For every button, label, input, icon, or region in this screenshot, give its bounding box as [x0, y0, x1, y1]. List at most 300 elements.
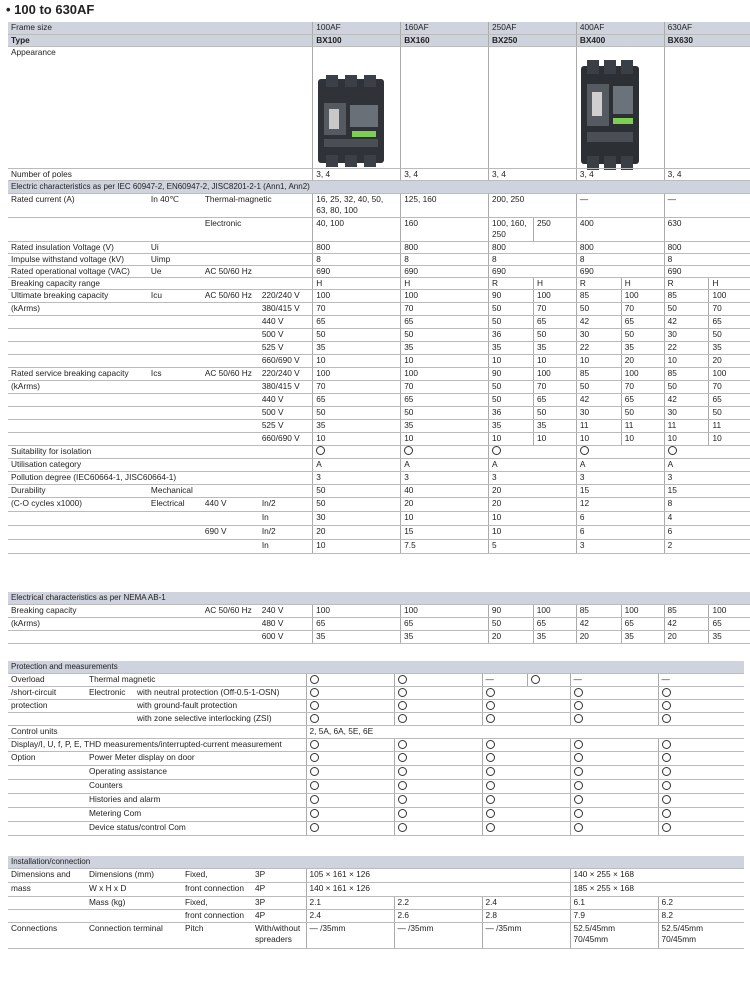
- table-cell: Breaking capacity: [8, 605, 148, 618]
- table-cell: Icu: [148, 289, 202, 302]
- table-cell: [202, 341, 259, 354]
- table-cell: 2.8: [482, 910, 570, 923]
- table-cell: 100: [401, 289, 489, 302]
- table-cell: Fixed,: [182, 897, 252, 910]
- table-cell: [8, 393, 148, 406]
- table-cell: [8, 341, 148, 354]
- table-cell: 35: [533, 341, 576, 354]
- table-cell: front connection: [182, 910, 252, 923]
- table-cell: 100: [709, 367, 750, 380]
- table-cell: [8, 808, 86, 822]
- table-cell: 10: [488, 525, 576, 539]
- table-cell: 85: [576, 605, 621, 618]
- table-cell: 42: [576, 315, 621, 328]
- table-cell: 65: [313, 393, 401, 406]
- table-cell: 30: [576, 328, 621, 341]
- table-cell: [202, 406, 259, 419]
- table-cell: [658, 713, 744, 726]
- table-cell: 50: [401, 406, 489, 419]
- circle-icon: [574, 740, 583, 749]
- table-cell: [482, 822, 570, 836]
- circle-icon: [310, 823, 319, 832]
- table-cell: 50: [576, 380, 621, 393]
- table-cell: 525 V: [259, 419, 313, 432]
- table-cell: 10: [533, 432, 576, 445]
- table-cell: Dimensions (mm): [86, 869, 182, 883]
- circle-icon: [316, 446, 325, 455]
- table-cell: 90: [488, 367, 533, 380]
- table-cell: [394, 674, 482, 687]
- table-cell: 4P: [252, 910, 306, 923]
- table-cell: [482, 794, 570, 808]
- table-cell: [148, 328, 202, 341]
- dims-3p-row: [8, 869, 744, 883]
- table-cell: 2.1: [306, 897, 394, 910]
- table-cell: Connections: [8, 923, 86, 949]
- table-cell: 480 V: [259, 618, 313, 631]
- table-cell: 65: [533, 393, 576, 406]
- table-cell: 65: [533, 315, 576, 328]
- circle-icon: [486, 753, 495, 762]
- table-cell: [658, 822, 744, 836]
- table-cell: 36: [488, 328, 533, 341]
- table-cell: [394, 780, 482, 794]
- table-cell: 70: [401, 302, 489, 315]
- circle-icon: [486, 688, 495, 697]
- table-cell: Electrical: [148, 497, 202, 511]
- circle-icon: [404, 446, 413, 455]
- table-cell: /short-circuit: [8, 687, 86, 700]
- prot-gf-row: [8, 700, 744, 713]
- table-cell: [148, 631, 202, 644]
- isolation-row: [8, 445, 750, 458]
- table-cell: [202, 393, 259, 406]
- table-cell: 6: [664, 525, 750, 539]
- table-cell: [202, 328, 259, 341]
- table-cell: 52.5/45mm 70/45mm: [570, 923, 658, 949]
- circle-icon: [662, 795, 671, 804]
- table-cell: 12: [576, 497, 664, 511]
- rated-current-electronic-row: [8, 217, 750, 241]
- table-cell: 20: [488, 497, 576, 511]
- table-cell: 220/240 V: [259, 289, 313, 302]
- table-cell: (kArms): [8, 302, 148, 315]
- table-cell: 100: [709, 605, 750, 618]
- circle-icon: [398, 740, 407, 749]
- table-cell: [202, 511, 259, 525]
- rated-current-thermal-row: [8, 193, 750, 217]
- circle-icon: [310, 781, 319, 790]
- ics-row: [8, 419, 750, 432]
- mass-4p-row: [8, 910, 744, 923]
- type-bx100: BX100: [313, 34, 401, 46]
- type-label: Type: [8, 34, 313, 46]
- nema-row: [8, 631, 750, 644]
- table-cell: 690: [488, 265, 576, 277]
- table-cell: Overload: [8, 674, 86, 687]
- table-cell: [148, 302, 202, 315]
- circle-icon: [310, 701, 319, 710]
- circle-icon: [662, 714, 671, 723]
- table-cell: 185 × 255 × 168: [570, 883, 744, 897]
- table-cell: 85: [664, 289, 709, 302]
- table-cell: [482, 752, 570, 766]
- table-cell: 70: [533, 302, 576, 315]
- circle-icon: [398, 701, 407, 710]
- table-cell: 50: [401, 328, 489, 341]
- circle-icon: [662, 781, 671, 790]
- circle-icon: [486, 767, 495, 776]
- table-cell: 100: [621, 289, 664, 302]
- table-cell: 42: [576, 618, 621, 631]
- table-cell: 11: [709, 419, 750, 432]
- table-cell: 50: [533, 328, 576, 341]
- circle-icon: [574, 714, 583, 723]
- table-cell: 100: [533, 605, 576, 618]
- table-cell: [202, 315, 259, 328]
- table-cell: 15: [401, 525, 489, 539]
- table-cell: AC 50/60 Hz: [202, 265, 313, 277]
- circle-icon: [574, 688, 583, 697]
- table-cell: 65: [621, 618, 664, 631]
- table-cell: 3: [576, 471, 664, 484]
- table-cell: 3: [576, 539, 664, 553]
- circle-icon: [662, 740, 671, 749]
- table-cell: 500 V: [259, 406, 313, 419]
- table-cell: 35: [313, 419, 401, 432]
- circle-icon: [310, 795, 319, 804]
- ics-row: [8, 380, 750, 393]
- table-cell: [306, 713, 394, 726]
- table-cell: 8: [576, 253, 664, 265]
- table-cell: [570, 752, 658, 766]
- table-cell: 65: [400, 618, 488, 631]
- table-cell: 100: [313, 367, 401, 380]
- table-cell: 600 V: [259, 631, 313, 644]
- table-cell: H: [401, 277, 489, 289]
- table-cell: [8, 525, 148, 539]
- table-cell: —: [482, 674, 527, 687]
- circle-icon: [662, 809, 671, 818]
- table-cell: 10: [313, 432, 401, 445]
- table-cell: 35: [488, 419, 533, 432]
- table-cell: 30: [664, 328, 709, 341]
- table-cell: —: [576, 193, 664, 217]
- table-cell: 50: [313, 484, 401, 497]
- table-cell: [148, 432, 202, 445]
- table-cell: mass: [8, 883, 86, 897]
- table-cell: [482, 700, 570, 713]
- table-cell: 10: [488, 511, 576, 525]
- table-cell: 6: [576, 525, 664, 539]
- table-cell: [8, 713, 86, 726]
- table-cell: [570, 766, 658, 780]
- spec-table-iec: [8, 22, 750, 554]
- table-cell: [148, 380, 202, 393]
- table-cell: 10: [664, 354, 709, 367]
- durability-row: [8, 497, 750, 511]
- table-cell: 2.2: [394, 897, 482, 910]
- durability-mech-row: [8, 484, 750, 497]
- table-cell: [482, 780, 570, 794]
- table-cell: 5: [488, 539, 576, 553]
- rated-current-label: Rated current (A): [8, 193, 148, 217]
- section-protection-title: Protection and measurements: [8, 661, 744, 674]
- table-cell: [202, 354, 259, 367]
- table-cell: [570, 739, 658, 752]
- table-cell: Counters: [86, 780, 306, 794]
- circle-icon: [662, 767, 671, 776]
- table-cell: 65: [533, 618, 576, 631]
- table-cell: 22: [576, 341, 621, 354]
- table-cell: [570, 687, 658, 700]
- table-cell: 10: [488, 432, 533, 445]
- table-cell: 10: [533, 354, 576, 367]
- table-cell: 10: [488, 354, 533, 367]
- table-cell: Utilisation category: [8, 458, 313, 471]
- table-cell: 4: [664, 511, 750, 525]
- icu-row: [8, 354, 750, 367]
- table-cell: H: [533, 277, 576, 289]
- table-cell: 11: [621, 419, 664, 432]
- table-cell: [148, 525, 202, 539]
- table-cell: 42: [664, 315, 709, 328]
- table-cell: [482, 713, 570, 726]
- section-iec-title: Electric characteristics as per IEC 60947-2, EN60947-2, JISC8201-2-1 (Ann1, Ann2): [8, 180, 750, 193]
- table-cell: [8, 910, 86, 923]
- table-cell: —: [664, 193, 750, 217]
- table-cell: 800: [664, 241, 750, 253]
- table-cell: 65: [401, 393, 489, 406]
- page-title: • 100 to 630AF: [6, 2, 95, 17]
- table-cell: 10: [576, 432, 621, 445]
- table-cell: —: [570, 674, 658, 687]
- table-cell: [8, 432, 148, 445]
- table-cell: Thermal magnetic: [86, 674, 306, 687]
- table-cell: [202, 631, 259, 644]
- table-cell: 50: [488, 302, 533, 315]
- table-cell: [8, 780, 86, 794]
- table-cell: 35: [621, 341, 664, 354]
- option-row: [8, 752, 744, 766]
- table-cell: [202, 380, 259, 393]
- table-cell: 6: [576, 511, 664, 525]
- table-cell: 50: [621, 406, 664, 419]
- table-cell: [394, 808, 482, 822]
- type-bx400: BX400: [576, 34, 664, 46]
- table-cell: AC 50/60 Hz: [202, 289, 259, 302]
- table-cell: 70: [401, 380, 489, 393]
- circle-icon: [310, 809, 319, 818]
- table-cell: 10: [621, 432, 664, 445]
- table-cell: Mass (kg): [86, 897, 182, 910]
- frame-100af: 100AF: [313, 22, 401, 34]
- circle-icon: [486, 701, 495, 710]
- table-cell: [658, 700, 744, 713]
- table-cell: 11: [664, 419, 709, 432]
- table-cell: [8, 406, 148, 419]
- table-cell: A: [488, 458, 576, 471]
- table-cell: 70: [621, 380, 664, 393]
- frame-400af: 400AF: [576, 22, 664, 34]
- table-cell: [202, 539, 259, 553]
- circle-icon: [662, 688, 671, 697]
- ics-row: [8, 367, 750, 380]
- table-cell: 3, 4: [313, 168, 401, 180]
- table-cell: R: [576, 277, 621, 289]
- table-cell: [148, 419, 202, 432]
- table-cell: [8, 354, 148, 367]
- table-cell: [306, 808, 394, 822]
- table-cell: 660/690 V: [259, 354, 313, 367]
- table-cell: 70: [313, 302, 401, 315]
- ics-row: [8, 393, 750, 406]
- table-cell: 8.2: [658, 910, 744, 923]
- table-cell: Thermal-magnetic: [202, 193, 313, 217]
- circle-icon: [574, 701, 583, 710]
- table-cell: With/without spreaders: [252, 923, 306, 949]
- spec-table-installation: [8, 856, 744, 949]
- pollution-row: [8, 471, 750, 484]
- table-cell: 140 × 255 × 168: [570, 869, 744, 883]
- table-cell: [401, 46, 489, 168]
- table-cell: [482, 687, 570, 700]
- table-cell: 8: [401, 253, 489, 265]
- table-cell: 160: [401, 217, 489, 241]
- table-cell: 90: [488, 605, 533, 618]
- table-cell: A: [401, 458, 489, 471]
- table-cell: 30: [576, 406, 621, 419]
- frame-630af: 630AF: [664, 22, 750, 34]
- frame-250af: 250AF: [488, 22, 576, 34]
- circle-icon: [486, 823, 495, 832]
- table-cell: 50: [709, 328, 750, 341]
- table-cell: 11: [576, 419, 621, 432]
- table-cell: 525 V: [259, 341, 313, 354]
- option-row: [8, 822, 744, 836]
- type-row: [8, 34, 750, 46]
- table-cell: [664, 46, 750, 168]
- table-cell: 50: [313, 328, 401, 341]
- table-cell: [306, 700, 394, 713]
- table-cell: [148, 511, 202, 525]
- table-cell: Rated operational voltage (VAC): [8, 265, 148, 277]
- table-cell: 4P: [252, 883, 306, 897]
- circle-icon: [662, 753, 671, 762]
- durability-row: [8, 525, 750, 539]
- table-cell: protection: [8, 700, 86, 713]
- table-cell: 35: [313, 341, 401, 354]
- table-cell: 70: [313, 380, 401, 393]
- table-cell: A: [313, 458, 401, 471]
- table-cell: Pollution degree (IEC60664-1, JISC60664-1): [8, 471, 313, 484]
- table-cell: [658, 808, 744, 822]
- table-cell: [202, 253, 313, 265]
- table-cell: 690: [401, 265, 489, 277]
- table-cell: [394, 752, 482, 766]
- table-cell: [306, 739, 394, 752]
- table-cell: [148, 393, 202, 406]
- table-cell: 85: [664, 367, 709, 380]
- table-cell: 6.1: [570, 897, 658, 910]
- connections-row: [8, 923, 744, 949]
- table-cell: 690: [576, 265, 664, 277]
- circle-icon: [398, 714, 407, 723]
- table-cell: 690 V: [202, 525, 259, 539]
- table-cell: 50: [313, 406, 401, 419]
- table-cell: 10: [709, 432, 750, 445]
- table-cell: [570, 822, 658, 836]
- table-cell: 40: [401, 484, 489, 497]
- table-cell: H: [313, 277, 401, 289]
- table-cell: 65: [313, 618, 401, 631]
- table-cell: 20: [576, 631, 621, 644]
- table-cell: 35: [709, 341, 750, 354]
- table-cell: 100: [621, 367, 664, 380]
- table-cell: Connection terminal: [86, 923, 182, 949]
- circle-icon: [310, 688, 319, 697]
- prot-osn-row: [8, 687, 744, 700]
- table-cell: 10: [401, 511, 489, 525]
- table-cell: [313, 46, 401, 168]
- table-cell: 10: [576, 354, 621, 367]
- table-cell: [8, 419, 148, 432]
- spec-table-nema: [8, 592, 750, 644]
- table-cell: [394, 822, 482, 836]
- frame-size-label: Frame size: [8, 22, 313, 34]
- table-cell: [8, 766, 86, 780]
- table-cell: 65: [621, 393, 664, 406]
- table-cell: Fixed,: [182, 869, 252, 883]
- table-cell: [527, 674, 570, 687]
- table-cell: 6.2: [658, 897, 744, 910]
- circle-icon: [574, 795, 583, 804]
- table-cell: 20: [621, 354, 664, 367]
- table-cell: 20: [313, 525, 401, 539]
- table-cell: Display/I, U, f, P, E, THD measurements/interrupted-current measurement: [8, 739, 306, 752]
- table-cell: 8: [488, 253, 576, 265]
- table-cell: [488, 445, 576, 458]
- circle-icon: [668, 446, 677, 455]
- table-cell: 125, 160: [401, 193, 489, 217]
- table-cell: [394, 687, 482, 700]
- table-cell: 10: [401, 354, 489, 367]
- table-cell: 7.9: [570, 910, 658, 923]
- table-cell: [8, 631, 148, 644]
- utilisation-row: [8, 458, 750, 471]
- table-cell: Rated insulation Voltage (V): [8, 241, 148, 253]
- table-cell: [148, 315, 202, 328]
- table-cell: with ground-fault protection: [134, 700, 306, 713]
- table-cell: 65: [709, 315, 750, 328]
- table-cell: 100: [533, 289, 576, 302]
- table-cell: 660/690 V: [259, 432, 313, 445]
- table-cell: [576, 46, 664, 168]
- table-cell: [8, 315, 148, 328]
- table-cell: 30: [313, 511, 401, 525]
- table-cell: [8, 822, 86, 836]
- table-cell: 240 V: [259, 605, 313, 618]
- table-cell: 10: [313, 354, 401, 367]
- table-cell: 35: [533, 419, 576, 432]
- durability-row: [8, 511, 750, 525]
- table-cell: 105 × 161 × 126: [306, 869, 570, 883]
- table-cell: 42: [664, 618, 709, 631]
- table-cell: 3, 4: [488, 168, 576, 180]
- table-cell: Uimp: [148, 253, 202, 265]
- table-cell: 100: [313, 605, 401, 618]
- table-cell: 50: [621, 328, 664, 341]
